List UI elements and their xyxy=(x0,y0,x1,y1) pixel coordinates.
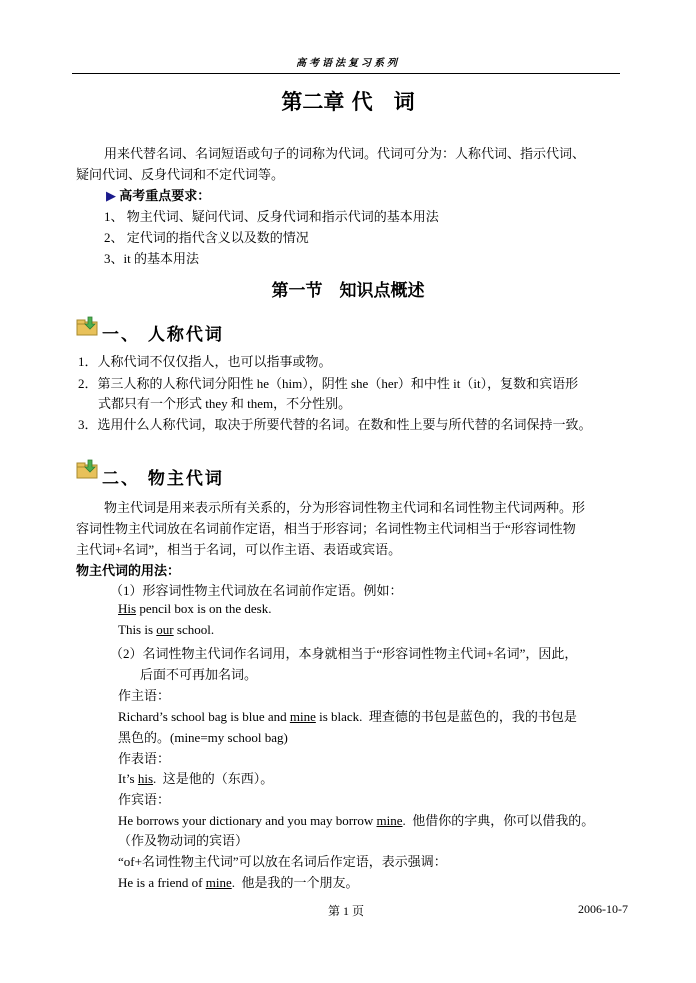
underlined-pronoun: our xyxy=(156,622,174,637)
requirement-item: 2、 定代词的指代含义以及数的情况 xyxy=(104,230,309,245)
folder-arrow-icon xyxy=(76,316,100,336)
example-text: is black. 理查德的书包是蓝色的，我的书包是 xyxy=(315,709,577,724)
part1-item: 2．第三人称的人称代词分阳性 he（him），阴性 she（her）和中性 it（it），复数和宾语形 xyxy=(78,376,579,391)
part1-item: 3．选用什么人称代词，取决于所要代替的名词。在数和性上要与所代替的名词保持一致。 xyxy=(78,417,592,432)
section-title: 第一节 知识点概述 xyxy=(271,281,425,301)
requirement-item: 3、it 的基本用法 xyxy=(104,251,199,266)
intro-line-2: 疑问代词、反身代词和不定代词等。 xyxy=(76,167,285,182)
rule-2-cont: 后面不可再加名词。 xyxy=(140,667,258,682)
example-text: He borrows your dictionary and you may borrow xyxy=(118,813,377,828)
example-text: pencil box is on the desk. xyxy=(136,601,272,616)
usage-title: 物主代词的用法： xyxy=(76,563,181,578)
predicative-label: 作表语： xyxy=(118,751,171,766)
rule-1: （1）形容词性物主代词放在名词前作定语。例如： xyxy=(110,583,403,598)
example-line xyxy=(118,706,577,725)
header-rule xyxy=(72,73,620,74)
example-text: . 这是他的（东西）。 xyxy=(153,771,274,786)
part2-heading: 二、 物主代词 xyxy=(102,469,224,489)
example-text: It’s xyxy=(118,771,138,786)
example-text: . 他是我的一个朋友。 xyxy=(231,875,359,890)
underlined-pronoun: mine xyxy=(289,709,316,724)
example-text: . 他借你的字典，你可以借我的。 xyxy=(402,813,595,828)
requirement-item: 1、 物主代词、疑问代词、反身代词和指示代词的基本用法 xyxy=(104,209,439,224)
example-text: He is a friend of xyxy=(118,875,206,890)
example-line xyxy=(118,810,594,829)
arrow-icon: ▶ xyxy=(106,188,116,203)
example-line xyxy=(118,601,271,617)
part2-para: 物主代词是用来表示所有关系的，分为形容词性物主代词和名词性物主代词两种。形 xyxy=(104,500,586,515)
part1-heading: 一、 人称代词 xyxy=(102,325,224,345)
example-line xyxy=(118,768,273,787)
object-label: 作宾语： xyxy=(118,792,171,807)
requirements-heading-text: 高考重点要求： xyxy=(119,188,211,203)
underlined-pronoun: his xyxy=(137,771,154,786)
example-text: This is xyxy=(118,622,157,637)
page-header: 高考语法复习系列 xyxy=(296,58,400,69)
part1-item: 式都只有一个形式 they 和 them，不分性别。 xyxy=(98,396,352,411)
requirements-heading xyxy=(106,185,210,204)
page-number: 第 1 页 xyxy=(328,904,365,918)
example-line xyxy=(118,622,214,638)
footer-date: 2006-10-7 xyxy=(578,902,628,916)
example-line: 黑色的。(mine=my school bag) xyxy=(118,730,288,745)
example-line xyxy=(118,872,358,891)
underlined-pronoun: mine xyxy=(376,813,403,828)
of-note: “of+名词性物主代词”可以放在名词后作定语，表示强调： xyxy=(118,854,447,869)
example-note: （作及物动词的宾语） xyxy=(118,833,249,848)
chapter-title: 第二章 代 词 xyxy=(281,89,415,114)
subject-label: 作主语： xyxy=(118,688,171,703)
intro-line-1: 用来代替名词、名词短语或句子的词称为代词。代词可分为：人称代词、指示代词、 xyxy=(104,146,586,161)
underlined-pronoun: His xyxy=(118,601,137,616)
underlined-pronoun: mine xyxy=(205,875,232,890)
rule-2: （2）名词性物主代词作名词用，本身就相当于“形容词性物主代词+名词”，因此， xyxy=(110,646,578,661)
example-text: school. xyxy=(173,622,215,637)
part2-para: 容词性物主代词放在名词前作定语，相当于形容词；名词性物主代词相当于“形容词性物 xyxy=(76,521,576,536)
part2-para: 主代词+名词”，相当于名词，可以作主语、表语或宾语。 xyxy=(76,542,402,557)
example-text: Richard’s school bag is blue and xyxy=(118,709,290,724)
folder-arrow-icon xyxy=(76,459,100,479)
part1-item: 1．人称代词不仅仅指人，也可以指事或物。 xyxy=(78,354,332,369)
